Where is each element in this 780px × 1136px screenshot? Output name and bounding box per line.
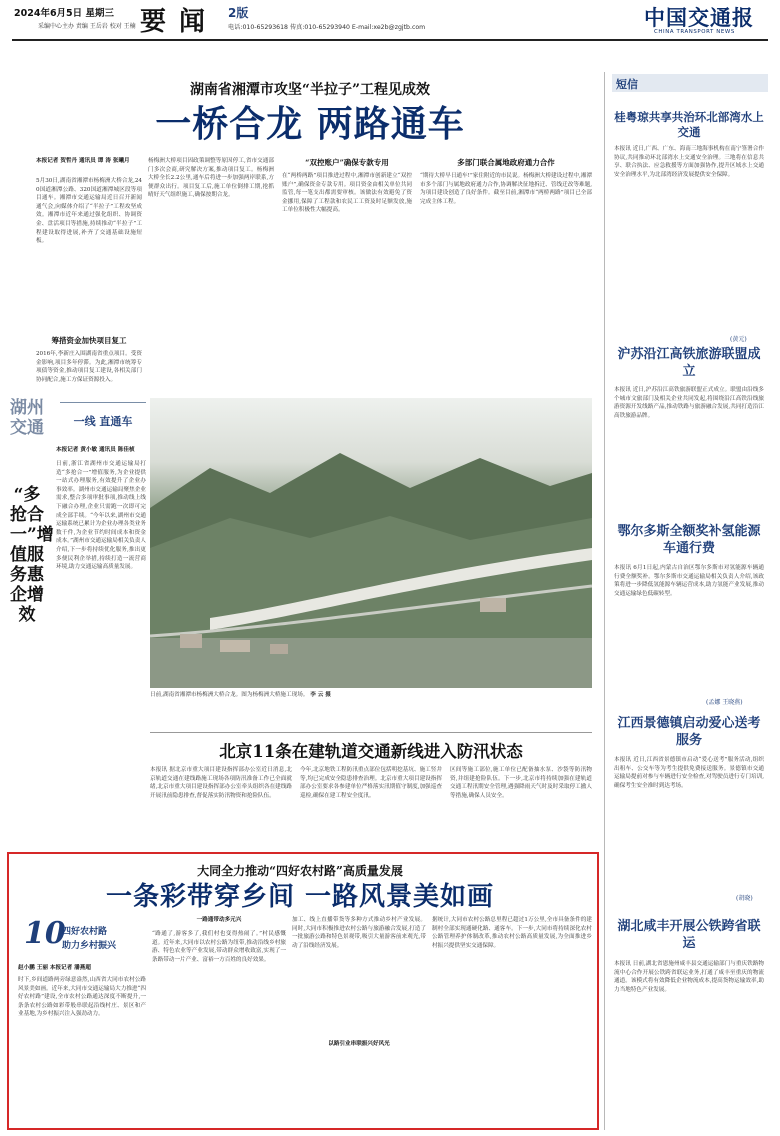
lead-subhead-4: 多部门联合属地政府通力合作 [457,158,555,167]
bottom-feature-col3: 加工、线上直播带货等多种方式推动乡村产业发展。同时,大同市积极推进农村公路与旅游融合发展,打造了一批旅游公路和特色景观带,吸引大量游客前来观光,带动了沿线经济发展。 [292,917,426,949]
rural-road-logo-number: 10 [24,916,66,951]
lead-kicker: 湖南省湘潭市攻坚“半拉子”工程见成效 [189,82,431,98]
bottom-feature-headline: 一条彩带穿乡间 一路风景美如画 [105,882,495,912]
sidebar-item-4-title: 江西景德镇启动爱心送考服务 [617,716,761,748]
section2-rule [150,732,592,733]
lead-subhead-1: 筹措资金加快项目复工 [51,336,127,345]
rural-road-logo-bottom: 助力乡村振兴 [62,941,117,951]
sidebar-header [612,74,768,92]
masthead-editor-primary: 采编中心主办 责编 王岳岩 [38,23,108,30]
lead-subhead-3: “双控账户”确保专款专用 [305,158,389,167]
lead-body-col1b: 2016年,李新庄入围湖南省重点项目。受资金影响,项目多年停滞。为此,湘潭市统筹专项债等资金,推动项目复工建设,各相关部门协同配合,施工方保证资源投入。 [36,351,142,383]
left-feature-region-text: 湖州交通 [10,398,44,438]
lead-headline: 一桥合龙 两路通车 [155,103,465,145]
sidebar-divider [604,72,605,1130]
lead-photo [150,398,592,688]
bottom-feature-col3-sub: 以路引业串联振兴好风光 [328,1041,390,1047]
sidebar-item-1-body: 本报讯 近日,广西、广东、海南三地海事机构在南宁签署合作协议,共同推动环北部湾水上交通安全治理。三地将在信息共享、联合执法、应急救援等方面加强协作,提升区域水上交通安全治理水平,为北部湾经济发展提供安全保障。 [614,146,764,178]
lead-body-col1: 5月30日,湖南省湘潭市杨梅洲大桥合龙,240国道湘潭公路、320国道湘潭城区段等项目通车。湘潭市交通运输局近日召开新闻通气会,向媒体介绍了“半拉子”工程攻坚成效。湘潭市近年来通过强化组织、协调资金、盘活项目等措施,持续推动“半拉子”工程建设取得进展,补齐了交通基础设施短板。 [36,178,142,245]
sidebar-item-3-title: 鄂尔多斯全额奖补氢能源车通行费 [617,524,761,556]
lead-body-col2: 杨梅洲大桥项目因政策调整等原因停工,省市交通部门多次会商,研究解决方案,推动项目复工。杨梅洲大桥全长2.2公里,通车后将进一步加强两岸联系,方便群众出行。项目复工后,施工单位倒排工期,抢抓晴好天气组织施工,确保按期合龙。 [148,158,274,199]
lead-photo-caption [150,691,592,717]
page-number: 2版 [228,6,249,20]
left-feature-title [10,485,54,625]
lead-photo-credit: 李 云 摄 [310,692,331,698]
section2-col2: 今年,北京地铁工程防汛重点部位包括明挖基坑、施工竖井等,均已完成安全隐患排查治理。北京市重大项目建设指挥部办公室要求各参建单位严格落实汛期值守制度,加强巡查巡检,确保在建工程安全度汛。 [300,767,442,799]
sidebar-item-5-title: 湖北咸丰开展公铁跨省联运 [617,919,761,951]
masthead-editor-secondary: 校对 王楠 [109,23,136,30]
section2-col1: 本报讯 据北京市重大项目建设指挥部办公室近日消息,北京轨道交通在建线路施工现场各项防汛准备工作已全面就绪,北京市重大项目建设指挥部办公室牵头组织各在建线路开展汛前隐患排查,督促落实防汛物资和抢险队伍。 [150,767,292,799]
left-feature-banner [60,402,146,443]
section2-col3: 区间等施工部位,施工单位已配备抽水泵、沙袋等防汛物资,并组建抢险队伍。下一步,北京市将持续加强在建轨道交通工程汛期安全管理,遇强降雨天气时及时采取停工撤人等措施,确保人员安全。 [450,767,592,799]
sidebar-item-5-body: 本报讯 日前,湖北省恩施州咸丰县交通运输部门与重庆铁路物流中心合作开展公铁跨省联运业务,打通了咸丰至重庆的物流通道。该模式将有效降低企业物流成本,提高货物运输效率,助力当地特色产业发展。 [614,961,764,993]
bottom-feature-kicker: 大同全力推动“四好农村路”高质量发展 [197,864,403,878]
left-feature-body: 日前,浙江省湖州市交通运输局打造“多抢合一”增值服务,为企业提供一站式办理服务,有效提升了企业办事效率。湖州市交通运输局聚焦企业需求,整合多项审批事项,推动线上线下融合办理,企业只需跑一次即可完成全部手续。“今年以来,湖州市交通运输系统已累计为企业办理各类业务数千件,为企业节约时间成本和资金成本。”湖州市交通运输局相关负责人介绍,下一步将持续优化服务,推出更多便民利企举措,持续打造一流营商环境,助力交通运输高质量发展。 [56,461,146,571]
sidebar-item-3-credit: (孟娜 王晓燕) [706,699,743,706]
masthead-editor [38,21,136,30]
left-feature-region [10,398,44,438]
masthead-date: 2024年6月5日 星期三 [14,8,114,19]
masthead-contacts: 电话:010-65293618 传真:010-65293940 E-mail:xe2b@zgjtb.com [228,24,426,31]
rural-road-logo-top: 四好农村路 [62,927,108,937]
sidebar-item-3-body: 本报讯 6月1日起,内蒙古自治区鄂尔多斯市对氢能源车辆通行费全额奖补。鄂尔多斯市交通运输局相关负责人介绍,该政策将进一步降低氢能源车辆运营成本,助力氢能产业发展,推动交通运输绿色低碳转型。 [614,565,764,597]
sidebar-item-1-title: 桂粤琼共享共治环北部湾水上交通 [614,110,764,139]
left-feature-title-text: “多抢合一”增值服务惠企增效 [10,485,54,625]
paper-logo-en: CHINA TRANSPORT NEWS [654,29,735,35]
lead-caption-text: 日前,湖南省湘潭市杨梅洲大桥合龙。图为杨梅洲大桥施工现场。 [150,692,309,698]
lead-body-col3: 在“两桥两路”项目推进过程中,湘潭市创新建立“双控账户”,确保资金专款专用。项目资金由相关单位共同监管,每一笔支出都需要审核。该做法有效避免了资金挪用,保障了工程款和农民工工资及时足额发放,施工单位积极性大幅提高。 [282,173,412,214]
bottom-feature-byline: 赵小鹏 王丽 本报记者 潘燕超 [18,965,91,971]
lead-body-col4: “期待大桥早日通车!”家住附近的市民说。杨梅洲大桥建设过程中,湘潭市多个部门与属地政府通力合作,协调解决征地拆迁、管线迁改等难题,为项目建设创造了良好条件。截至目前,湘潭市“两桥两路”项目已全部完成主体工程。 [420,173,592,205]
lead-byline: 本报记者 贺哲丹 通讯员 谭 涛 张曦月 [36,158,130,164]
bottom-feature-col1: 时下,乡间道路两旁绿意盎然,山西省大同市农村公路风景美如画。近年来,大同市交通运输局大力推进“四好农村路”建设,全市农村公路通达深度不断提升,一条条农村公路如彩带般串联起沿线村庄、景区和产业基地,为乡村振兴注入强劲动力。 [18,977,146,1018]
sidebar-item-4-body: 本报讯 近日,江西省景德镇市启动“爱心送考”服务活动,组织出租车、公交车等为考生提供免费接送服务。景德镇市交通运输局提前对参与车辆进行安全检查,对驾驶员进行专门培训,确保考生安全准时到达考场。 [614,757,764,789]
sidebar-item-2-body: 本报讯 近日,沪苏沿江高铁旅游联盟正式成立。联盟由沿线多个城市文旅部门及相关企业共同发起,将围绕沿江高铁沿线旅游资源开发线路产品,推动铁路与旅游融合发展,共同打造沿江高铁旅游品牌。 [614,387,764,419]
section2-headline: 北京11条在建轨道交通新线进入防汛状态 [219,742,523,761]
bottom-feature-col4: 据统计,大同市农村公路总里程已超过1万公里,全市具备条件的建制村全部实现通硬化路、通客车。下一步,大同市将持续深化农村公路管理养护体制改革,推动农村公路高质量发展,为全面推进乡村振兴提供坚实交通保障。 [432,917,592,949]
paper-logo: 中国交通报 [644,5,754,30]
rural-road-logo [20,916,130,962]
bottom-feature-col2: “路通了,游客多了,我们村也变得热闹了。”村民感慨道。近年来,大同市以农村公路为纽带,推动沿线乡村旅游、特色农业等产业发展,带动群众增收致富,实现了一条路带动一片产业、富裕一方百姓的良好效果。 [152,931,286,963]
bottom-feature-col2-sub: 一路通带动多元兴 [196,917,242,923]
left-feature-banner-text: 一线 直通车 [73,415,133,428]
sidebar-item-2-title: 沪苏沿江高铁旅游联盟成立 [617,347,761,379]
masthead-rule [12,39,768,41]
section-title: 要 闻 [140,7,208,37]
sidebar-item-1-credit: (黄元) [730,336,747,343]
sidebar-header-text: 短信 [616,78,638,91]
bridge-illustration [150,398,592,688]
left-feature-byline: 本报记者 黄小敏 通讯员 陈佳桢 [56,447,135,453]
sidebar-item-4-credit: (胡晓) [736,895,753,902]
